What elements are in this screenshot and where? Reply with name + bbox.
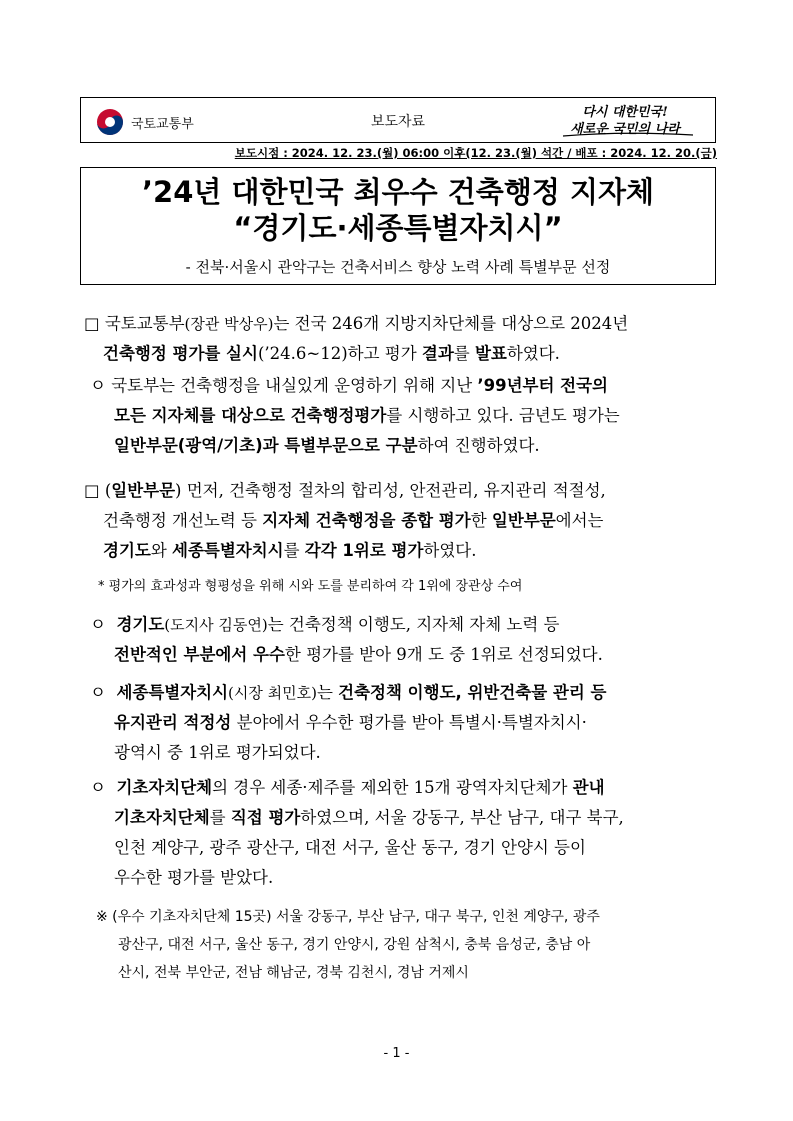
paragraph-3-line3: 경기도와 세종특별자치시를 각각 1위로 평가하였다. xyxy=(103,541,477,560)
footnote-list-line2: 광산구, 대전 서구, 울산 동구, 경기 안양시, 강원 삼척시, 충북 음성군, 충남 아 xyxy=(118,937,591,953)
paragraph-5-line3: 광역시 중 1위로 평가되었다. xyxy=(114,743,321,762)
paragraph-5-line2: 유지관리 적정성 분야에서 우수한 평가를 받아 특별시·특별자치시· xyxy=(114,713,587,732)
paragraph-5-line1: ㅇ 세종특별자치시(시장 최민호)는 건축정책 이행도, 위반건축물 관리 등 xyxy=(90,683,607,702)
page-number: - 1 - xyxy=(383,1046,410,1061)
paragraph-6-line1: ㅇ 기초자치단체의 경우 세종·제주를 제외한 15개 광역자치단체가 관내 xyxy=(90,778,605,797)
paragraph-1 xyxy=(84,309,628,369)
box-marker: □ xyxy=(84,314,100,333)
paragraph-4-line1: ㅇ 경기도(도지사 김동연)는 건축정책 이행도, 지자체 자체 노력 등 xyxy=(90,615,560,634)
paragraph-3-line2: 건축행정 개선노력 등 지자체 건축행정을 종합 평가한 일반부문에서는 xyxy=(103,511,604,530)
slogan-logo xyxy=(553,101,703,139)
paragraph-4 xyxy=(90,610,603,670)
paragraph-2-line2: 모든 지자체를 대상으로 건축행정평가를 시행하고 있다. 금년도 평가는 xyxy=(114,406,620,425)
paragraph-3 xyxy=(84,476,606,566)
doc-type: 보도자료 xyxy=(370,114,426,130)
box-marker: □ xyxy=(84,481,100,500)
headline-line1: ’24년 대한민국 최우수 건축행정 지자체 xyxy=(142,175,654,209)
paragraph-2-line1: ㅇ 국토부는 건축행정을 내실있게 운영하기 위해 지난 ’99년부터 전국의 xyxy=(90,376,608,395)
footnote-award: * 평가의 효과성과 형평성을 위해 시와 도를 분리하여 각 1위에 장관상 수여 xyxy=(98,579,523,594)
paragraph-4-line2: 전반적인 부분에서 우수한 평가를 받아 9개 도 중 1위로 선정되었다. xyxy=(114,645,603,664)
paragraph-1-line1: □ 국토교통부(장관 박상우)는 전국 246개 지방지차단체를 대상으로 2024년 xyxy=(84,314,629,333)
subtitle: - 전북·서울시 관악구는 건축서비스 향상 노력 사례 특별부문 선정 xyxy=(185,258,611,276)
press-header xyxy=(80,97,716,143)
slogan-line1: 다시 대한민국! xyxy=(582,105,668,120)
circle-marker: ㅇ xyxy=(90,615,106,634)
paragraph-1-line2: 건축행정 평가를 실시(’24.6~12)하고 평가 결과를 발표하였다. xyxy=(103,344,560,363)
ministry-name: 국토교통부 xyxy=(131,116,194,132)
paragraph-6-line3: 인천 계양구, 광주 광산구, 대전 서구, 울산 동구, 경기 안양시 등이 xyxy=(114,838,586,857)
slogan-line2: 새로운 국민의 나라 xyxy=(570,122,680,137)
release-info: 보도시점 : 2024. 12. 23.(월) 06:00 이후(12. 23.(월) 석간 / 배포 : 2024. 12. 20.(금) xyxy=(234,146,717,160)
paragraph-5 xyxy=(90,678,607,768)
paragraph-6-line4: 우수한 평가를 받았다. xyxy=(114,868,274,887)
circle-marker: ㅇ xyxy=(90,376,106,395)
circle-marker: ㅇ xyxy=(90,778,106,797)
footnote-list-line3: 산시, 전북 부안군, 전남 해남군, 경북 김천시, 경남 거제시 xyxy=(118,965,469,981)
reference-marker: ※ xyxy=(96,909,108,925)
paragraph-3-line1: □ (일반부문) 먼저, 건축행정 절차의 합리성, 안전관리, 유지관리 적절성, xyxy=(84,481,606,500)
title-box xyxy=(80,167,716,285)
paragraph-2 xyxy=(90,371,620,461)
paragraph-6 xyxy=(90,773,624,893)
circle-marker: ㅇ xyxy=(90,683,106,702)
paragraph-6-line2: 기초자치단체를 직접 평가하였으며, 서울 강동구, 부산 남구, 대구 북구, xyxy=(114,808,624,827)
footnote-list-line1: ※ (우수 기초자치단체 15곳) 서울 강동구, 부산 남구, 대구 북구, 인천 계양구, 광주 xyxy=(96,909,600,925)
paragraph-2-line3: 일반부문(광역/기초)과 특별부문으로 구분하여 진행하였다. xyxy=(114,436,540,455)
footnote-list xyxy=(96,903,600,987)
headline-line2: “경기도·세종특별자치시” xyxy=(233,211,563,245)
